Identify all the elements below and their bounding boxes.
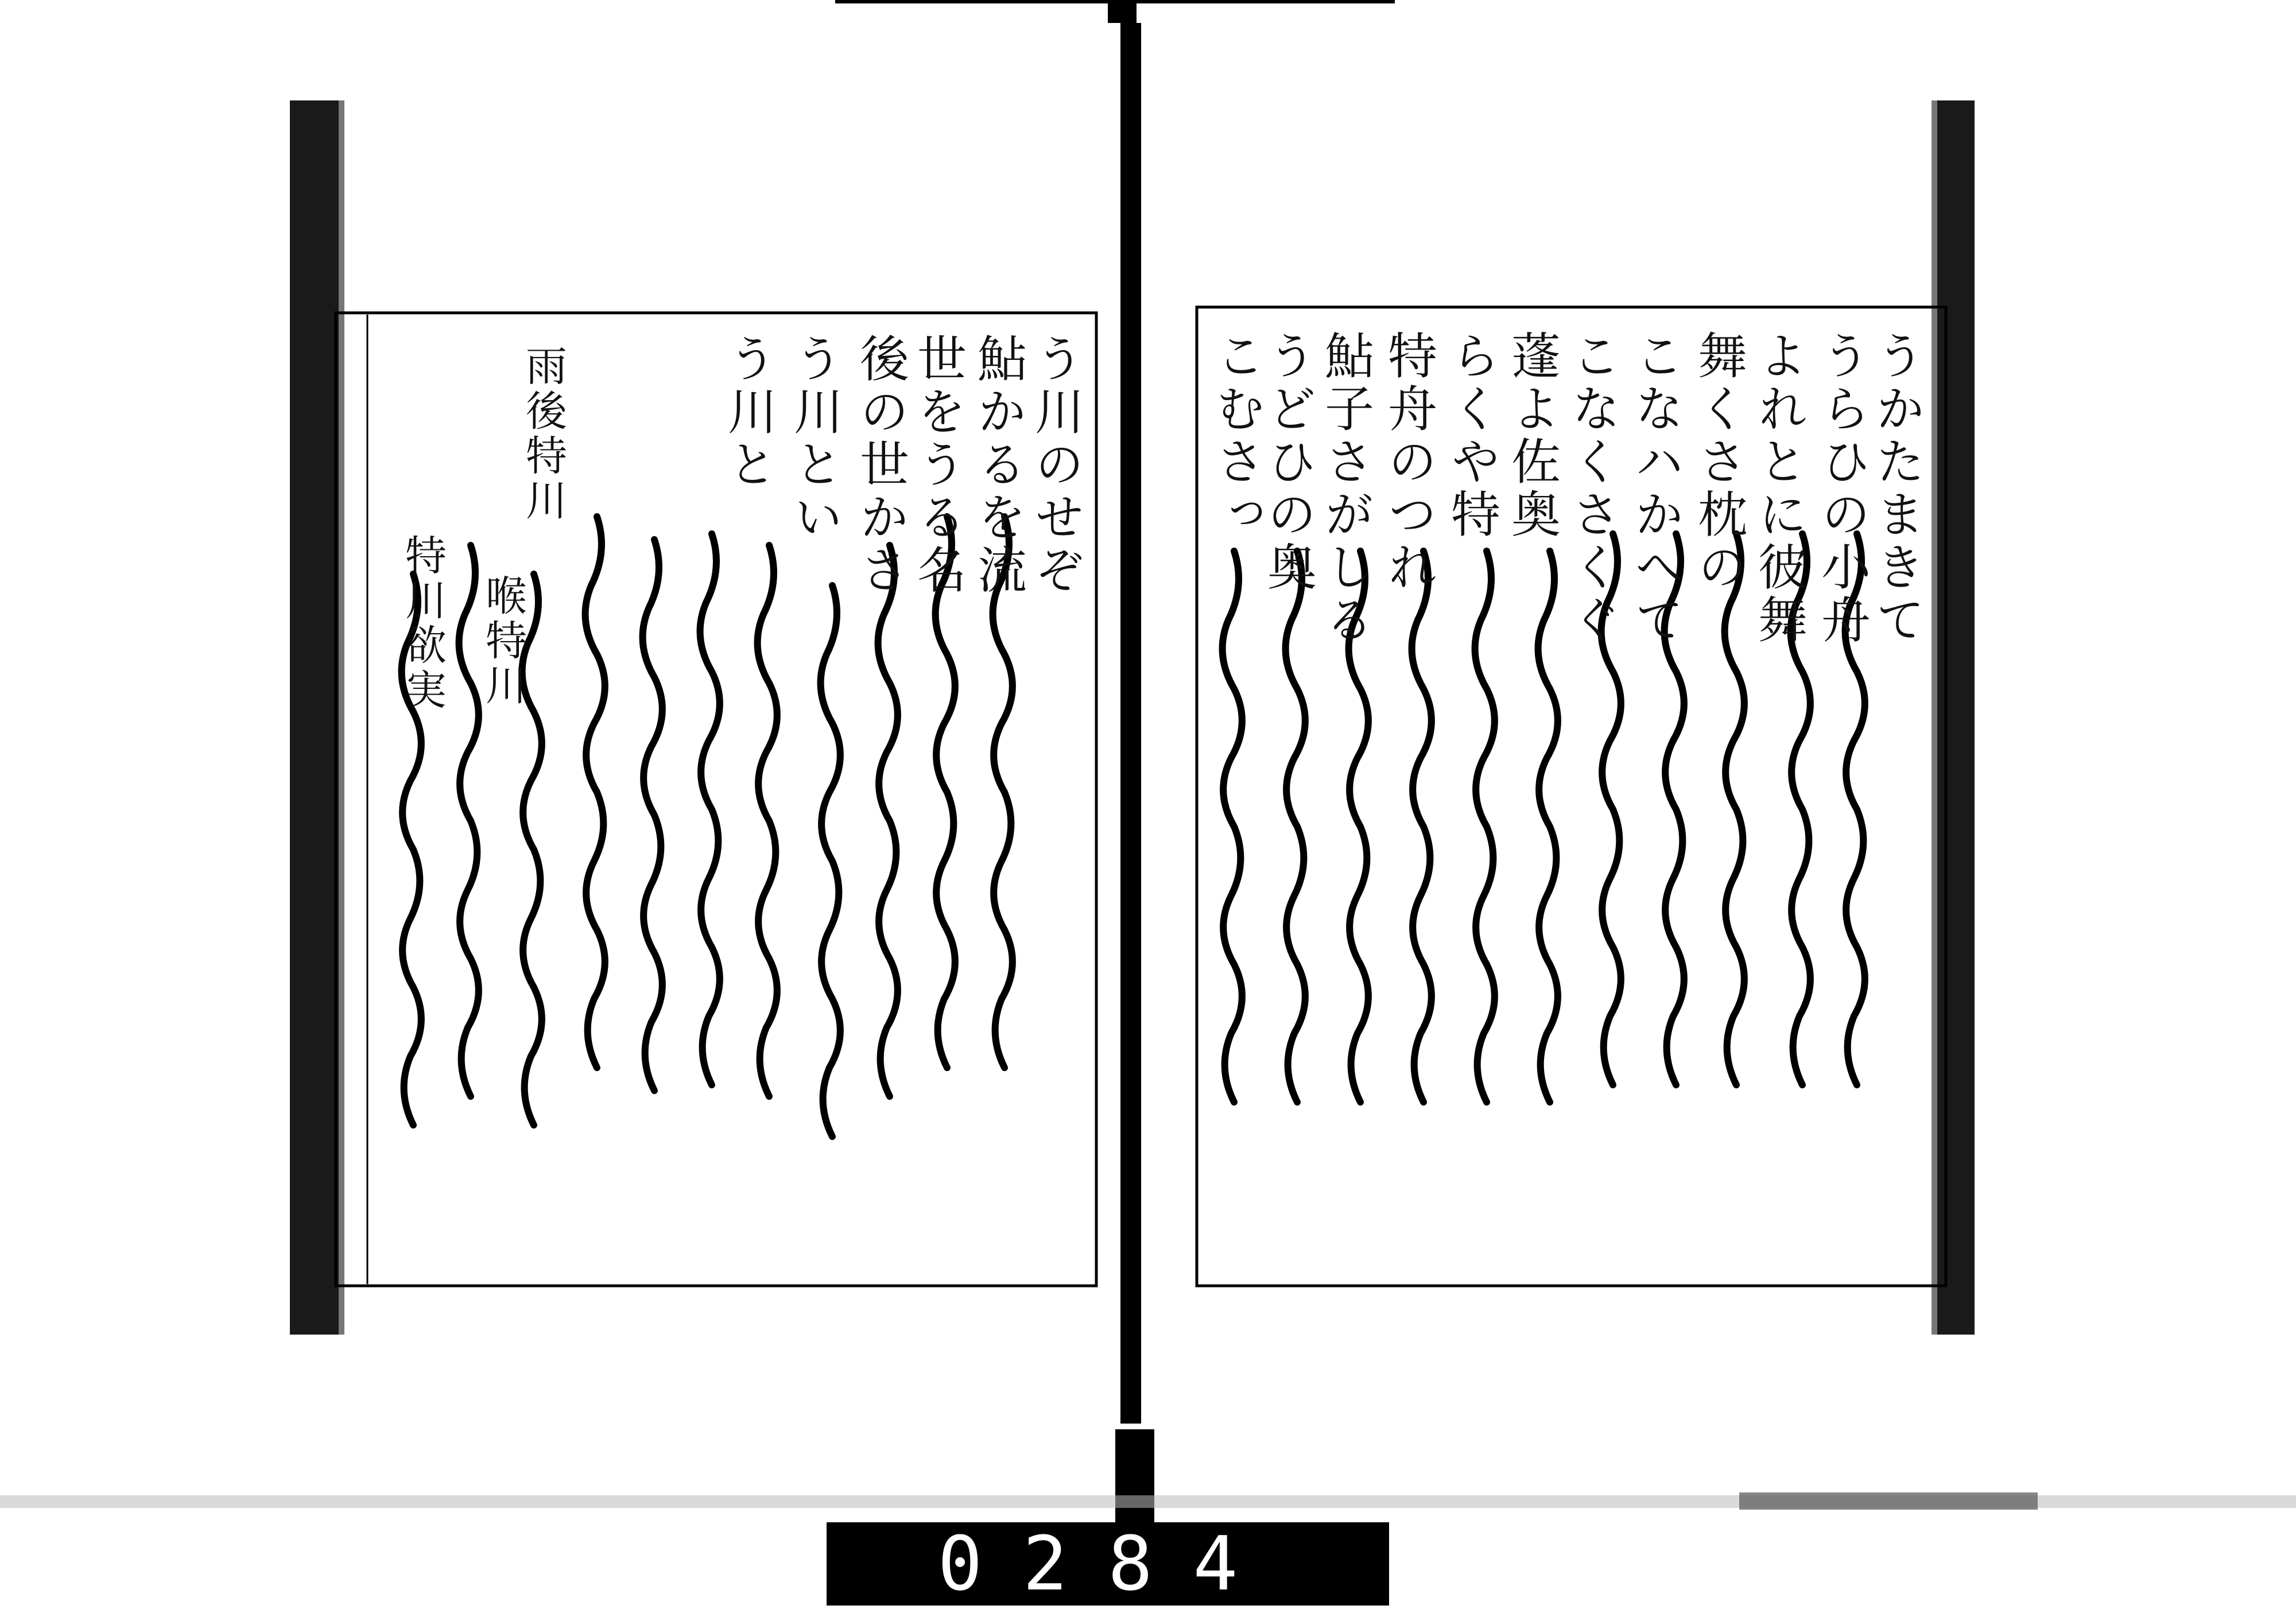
right-headword-line-3: よれとに彼舞 [1750, 330, 1807, 647]
spine-clip [1115, 1429, 1154, 1530]
right-headword-line-5: こなハかへて [1626, 330, 1684, 647]
right-headword-line-9: 特舟のつれ [1379, 330, 1437, 594]
top-clip [1108, 0, 1137, 23]
bottom-dust-dark-right [1739, 1492, 2038, 1510]
left-page-outer-edge [290, 100, 339, 1335]
right-page-outer-edge [1937, 100, 1975, 1335]
right-headword-line-11: うどひの奥 [1259, 330, 1316, 594]
left-headword-line-8: 雨後特川 [519, 344, 567, 524]
right-headword-line-10: 鮎子さがしる [1316, 330, 1374, 647]
right-headword-line-6: こなくさくぐ [1563, 330, 1620, 647]
left-headword-line-2: 鮎かるを流 [969, 333, 1026, 597]
right-headword-line-7: 蓬よ佐奥 [1503, 330, 1560, 541]
frame-number-label: 0284 [827, 1522, 1389, 1606]
left-headword-line-7: 喉特川 [479, 574, 527, 708]
right-headword-line-2: うらひの小舟 [1813, 330, 1870, 647]
left-headword-line-5: う川とい [785, 333, 843, 544]
right-headword-line-4: 舞くさ枕の [1689, 330, 1747, 594]
right-page-edge-shadow [1932, 100, 1937, 1335]
right-headword-line-12: こむさっ [1207, 330, 1265, 541]
right-headword-line-1: うかたまきて [1867, 330, 1925, 647]
left-page-edge-shadow [339, 100, 344, 1335]
right-headword-line-8: らくや特 [1442, 330, 1500, 541]
left-headword-line-6: う川と [719, 333, 777, 491]
left-headword-line-9: 特川欲実 [398, 534, 447, 713]
left-headword-line-4: 後の世かさ [851, 333, 909, 597]
center-spine [1120, 23, 1141, 1424]
left-headword-line-3: 世をうる名 [909, 333, 966, 597]
left-headword-line-1: う川のせぞ [1026, 333, 1084, 597]
